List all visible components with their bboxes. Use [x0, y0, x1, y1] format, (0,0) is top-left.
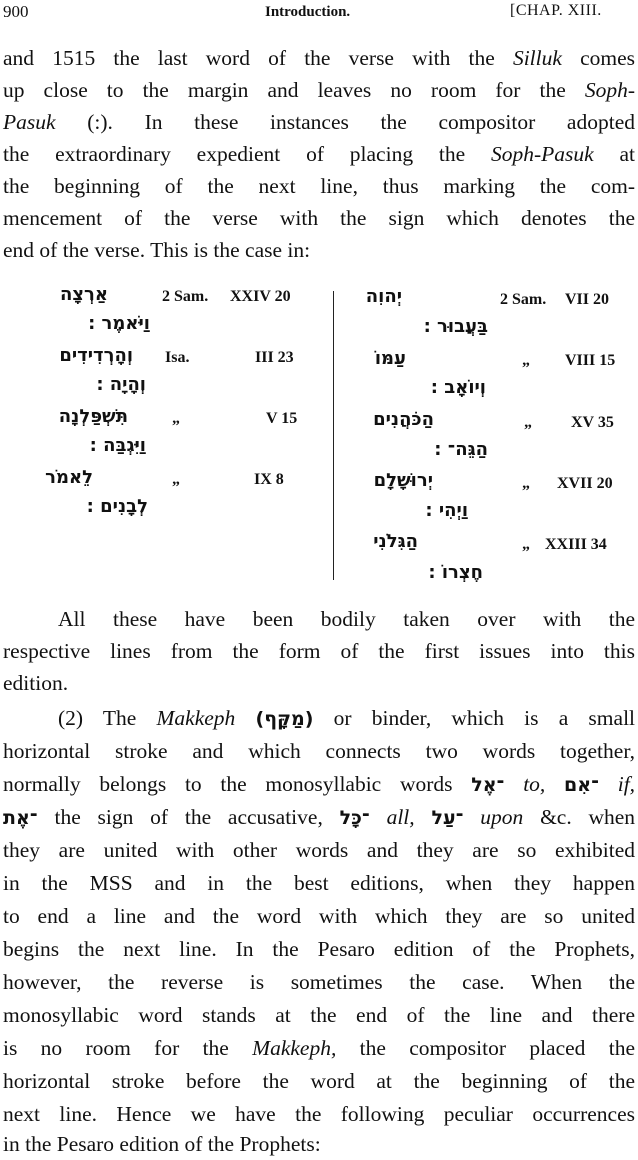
hebrew-word: הַכֹּהֲנִים — [373, 409, 434, 430]
hebrew-word: וַיִּגְבַּה : — [89, 435, 146, 456]
ref-number: VII 20 — [565, 291, 610, 308]
ref-number: V 15 — [266, 410, 298, 427]
running-title: Introduction. — [265, 4, 351, 20]
ref-book: „ — [522, 536, 530, 553]
text-line: in the MSS and in the best editions, when they happen — [3, 871, 635, 895]
ref-number: XXIV 20 — [230, 288, 291, 305]
hebrew-word: לְבָנִים : — [86, 496, 148, 517]
hebrew-word: עַמּוֹ — [374, 348, 406, 369]
text-line: however, the reverse is sometimes the case. When the — [3, 970, 635, 994]
column-divider — [333, 291, 334, 580]
text-line: mencement of the verse with the sign which denotes the — [3, 206, 635, 230]
text-line: begins the next line. In the Pesaro edition of the Prophets, — [3, 937, 635, 961]
hebrew-word: יְרוּשָׁלָם — [373, 470, 433, 491]
text-line: horizontal stroke and which connects two words together, — [3, 739, 635, 763]
text-line: end of the verse. This is the case in: — [3, 238, 311, 262]
text-line: next line. Hence we have the following peculiar occurrences — [3, 1102, 635, 1126]
ref-book: „ — [522, 352, 530, 369]
text-line: respective lines from the form of the first issues into this — [3, 639, 635, 663]
hebrew-word: וַיֹּאמֶר : — [88, 313, 150, 334]
text-line: the extraordinary expedient of placing the Soph-Pasuk at — [3, 142, 636, 166]
text-line: horizontal stroke before the word at the beginning of the — [3, 1069, 635, 1093]
ref-book: 2 Sam. — [500, 291, 547, 308]
text-line: normally belongs to the monosyllabic words ־אֶל to, ־אִם if, — [3, 772, 636, 796]
text-line: (2) The Makkeph (מַקָּף) or binder, which is a small — [58, 706, 636, 730]
hebrew-word: הַגִּלֹנִי — [373, 531, 418, 552]
text-line: ־אֶת the sign of the accusative, ־כָּל all, ־עַל upon &c. when — [3, 805, 636, 829]
ref-book: Isa. — [165, 349, 190, 366]
ref-number: XXIII 34 — [545, 536, 607, 553]
text-line: the beginning of the next line, thus marking the com- — [3, 174, 635, 198]
ref-book: „ — [522, 475, 530, 492]
text-line: in the Pesaro edition of the Prophets: — [3, 1132, 321, 1156]
page-number: 900 — [3, 2, 29, 21]
page-header — [0, 0, 638, 26]
hebrew-word: תִּשְׁפַּלְנָה — [58, 406, 128, 427]
hebrew-word: הַגֵּה־ : — [434, 439, 488, 460]
hebrew-word: וְהָרְדִידִים — [59, 345, 133, 366]
text-line: they are united with other words and they are so exhibited — [3, 838, 635, 862]
text-line: Pasuk (:). In these instances the compositor adopted — [3, 110, 635, 134]
text-line: All these have been bodily taken over with the — [58, 607, 635, 631]
ref-number: IX 8 — [254, 471, 284, 488]
hebrew-word: לֵאמֹר — [45, 467, 93, 488]
ref-number: XVII 20 — [557, 475, 613, 492]
chapter-label: [CHAP. XIII. — [510, 2, 602, 19]
ref-number: VIII 15 — [565, 352, 616, 369]
ref-number: III 23 — [255, 349, 294, 366]
hebrew-word: וַיְהִי : — [425, 500, 468, 521]
hebrew-word: וְהָיָה : — [96, 374, 146, 395]
text-line: and 1515 the last word of the verse with the Silluk comes — [3, 46, 635, 70]
text-line: monosyllabic word stands at the end of the line and there — [3, 1003, 635, 1027]
ref-book: 2 Sam. — [162, 288, 209, 305]
text-line: is no room for the Makkeph, the compositor placed the — [3, 1036, 636, 1060]
ref-book: „ — [172, 471, 180, 488]
ref-book: „ — [524, 414, 532, 431]
text-line: edition. — [3, 671, 69, 695]
text-line: up close to the margin and leaves no room for the Soph- — [3, 78, 636, 102]
ref-book: „ — [172, 410, 180, 427]
ref-number: XV 35 — [571, 414, 614, 431]
hebrew-word: וְיוֹאָב : — [430, 377, 486, 398]
hebrew-word: בַּעֲבוּר : — [423, 316, 488, 337]
hebrew-word: אַרְצָה — [59, 284, 108, 305]
text-line: to end a line and the word with which they are so united — [3, 904, 635, 928]
hebrew-word: יְהוִה — [365, 286, 402, 307]
hebrew-word: חֶצְרוֹ : — [428, 562, 483, 583]
